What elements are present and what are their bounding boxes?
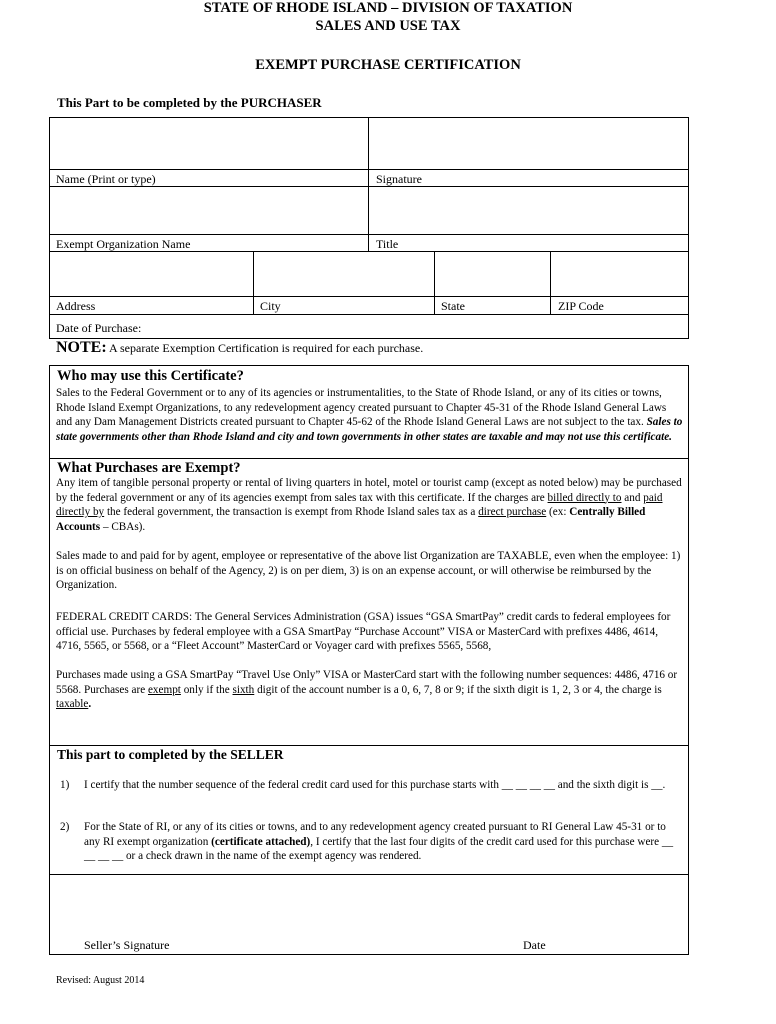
seller-item-2-b: , I certify that the last four digits of the credit card used for this purchase were __ __ __ __ or a check drawn in the name of the exempt agency was rendered. [84,835,674,862]
org-name-label: Exempt Organization Name [56,237,191,251]
note-text: A separate Exemption Certification is required for each purchase. [106,341,424,355]
header-line-1: STATE OF RHODE ISLAND – DIVISION OF TAXATION [203,0,573,16]
seller-item-1-text: I certify that the number sequence of the federal credit card used for this purchase starts with __ __ __ __ and the sixth digit is __. [84,779,666,791]
signature-field[interactable] [369,118,688,169]
signature-label: Signature [376,172,422,186]
city-field[interactable] [254,252,434,296]
what-p4-c: digit of the account number is a 0, 6, 7, 8 or 9; if the sixth digit is 1, 2, 3 or 4, the charge is [254,683,662,696]
name-field[interactable] [50,118,367,169]
what-p1-d: (ex: [546,506,570,518]
who-body: Sales to the Federal Government or to any of its agencies or instrumentalities, to the State of Rhode Island, or any of its cities or towns, Rhode Island Exempt Organizations, to any redevelopment agency created pursuant to Chapter 45-31 of the Rhode Island General Laws and any Dam Management Districts created pursuant to Chapter 45-62 of the Rhode Island General Laws are not subject to the tax. [56,387,667,428]
who-bold-italic: Sales to state governments other than Rhode Island and city and town governments in other states are taxable and may not use this certificate. [56,416,683,443]
what-p3: FEDERAL CREDIT CARDS: The General Services Administration (GSA) issues “GSA SmartPay” credit cards to federal employees for official use. Purchases by federal employee with a GSA SmartPay “Purchase Account” VISA or MasterCard with prefixes 4486, 4614, 4716, 5565, or 5568, or a “Fleet Account” MasterCard or Voyager card with prefixes 5565, 5568, [56,611,671,652]
who-text [56,386,684,444]
who-heading: Who may use this Certificate? [57,368,244,384]
what-p1-u3: direct purchase [478,506,547,518]
state-field[interactable] [435,252,550,296]
what-paragraph-1 [56,476,684,534]
rule [49,314,689,315]
header-line-2: SALES AND USE TAX [315,18,461,34]
rule [49,458,689,459]
what-p4-b: only if the [180,683,233,696]
what-p4-u1: exempt [147,683,181,696]
address-label: Address [56,299,96,313]
seller-date-label: Date [523,938,546,952]
what-p1-u2: paid directly by [56,491,663,518]
purchaser-heading: This Part to be completed by the PURCHASER [57,95,322,110]
title-label: Title [376,237,399,251]
what-p4-d: . [88,698,92,710]
note-label: NOTE: [56,339,107,356]
seller-item-2-text [84,820,684,864]
seller-signature-label: Seller’s Signature [84,938,170,952]
what-p2: Sales made to and paid for by agent, employee or representative of the above list Organization are TAXABLE, even when the employee: 1) is on official business on behalf of the Agency, 2) is on per diem, 3) is on an expense account, or will otherwise be reimbursed by the Organization. [56,550,681,591]
name-label: Name (Print or type) [56,172,156,186]
date-of-purchase-field[interactable] [158,318,686,338]
what-paragraph-3 [56,610,684,654]
city-label: City [260,299,281,313]
what-heading: What Purchases are Exempt? [57,460,241,476]
date-of-purchase-label: Date of Purchase: [56,321,142,335]
seller-item-2-a: For the State of RI, or any of its cities or towns, and to any redevelopment agency created pursuant to RI General Law 45-31 or to any RI exempt organization [84,821,666,848]
title-field[interactable] [369,187,688,234]
seller-signature-field[interactable] [50,875,688,937]
what-p4-u2: sixth [232,683,255,696]
address-field[interactable] [50,252,253,296]
note [56,341,423,355]
zip-field[interactable] [551,252,688,296]
what-p1-b: and [621,491,644,504]
rule [49,169,689,170]
what-p1-c: the federal government, the transaction is exempt from Rhode Island sales tax as a [104,506,479,518]
state-label: State [441,299,465,313]
what-p1-a: Any item of tangible personal property or rental of living quarters in hotel, motel or tourist camp (except as noted below) may be purchased by the federal government or any of its agencies exempt from sales tax with this certificate. If the charges are [56,477,682,504]
rule [49,234,689,235]
seller-item-2-bold: (certificate attached) [211,835,311,848]
seller-item-1-number: 1) [60,779,70,791]
revised-date: Revised: August 2014 [56,975,145,986]
what-paragraph-4 [56,668,684,712]
rule [49,296,689,297]
seller-item-2-number: 2) [60,821,70,833]
zip-label: ZIP Code [558,299,604,313]
what-paragraph-2 [56,549,684,593]
form-title: EXEMPT PURCHASE CERTIFICATION [255,57,521,73]
organization-name-field[interactable] [50,187,367,234]
what-p1-bold: Centrally Billed Accounts [56,506,646,533]
seller-heading: This part to completed by the SELLER [57,747,284,762]
what-p4-u3: taxable [56,698,89,710]
what-p1-u1: billed directly to [547,491,622,504]
what-p1-e: – CBAs). [100,520,146,533]
what-p4-a: Purchases made using a GSA SmartPay “Travel Use Only” VISA or MasterCard start with the following number sequences: 4486, 4716 or 5568. Purchases are [56,669,678,696]
